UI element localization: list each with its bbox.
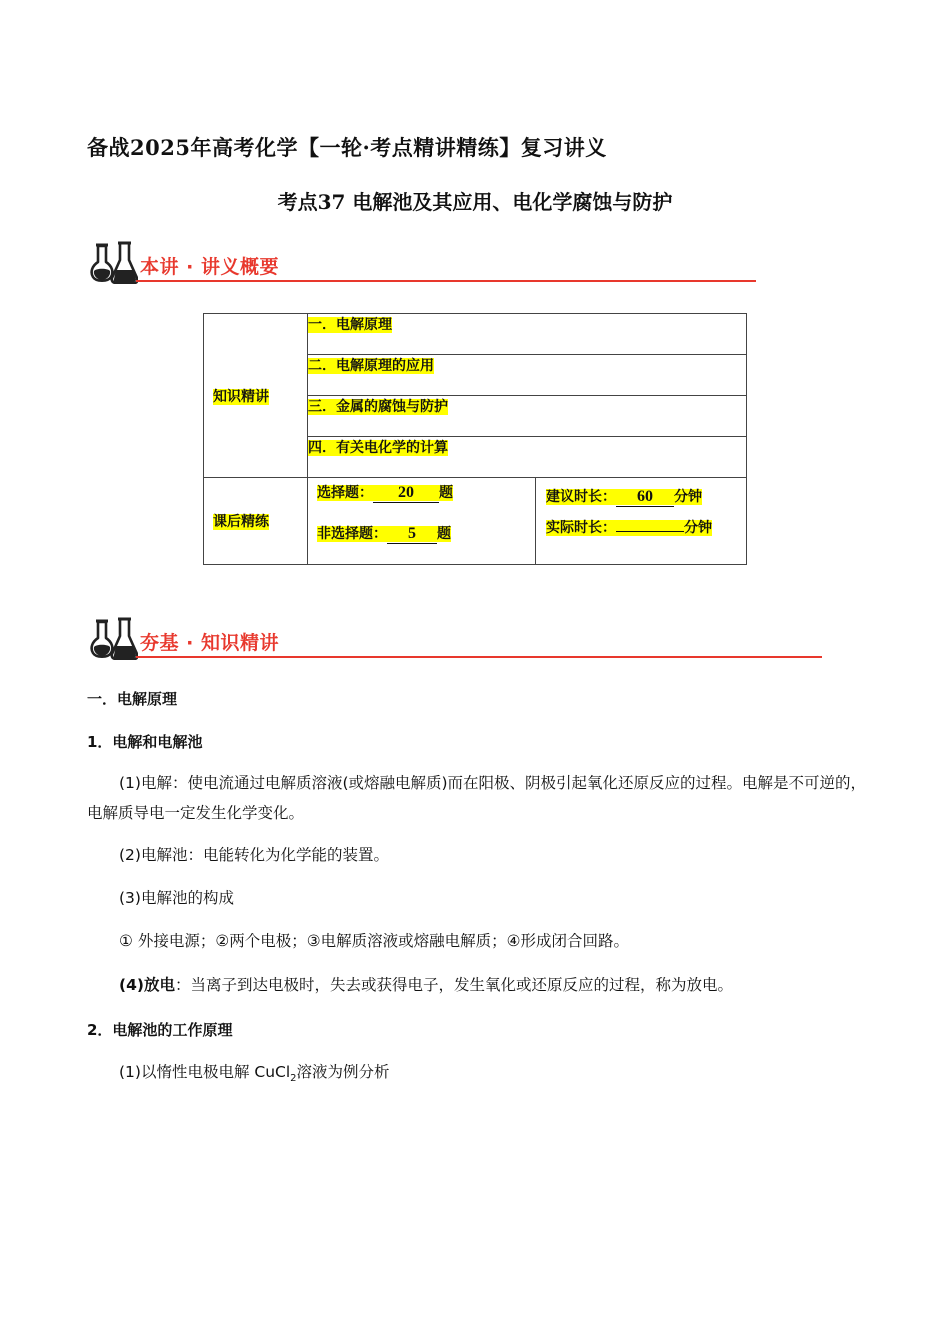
- practice-label: 课后精练: [213, 514, 269, 530]
- heading-electrolysis-cell: 1．电解和电解池: [87, 733, 203, 751]
- nonchoice-prefix: 非选择题：: [317, 526, 387, 542]
- section-header-overview: [88, 240, 756, 288]
- nonchoice-suffix: 题: [437, 526, 451, 542]
- nonchoice-count: 5: [387, 525, 437, 544]
- paragraph: ① 外接电源；②两个电极；③电解质溶液或熔融电解质；④形成闭合回路。: [119, 932, 630, 950]
- knowledge-label-cell: [204, 314, 308, 478]
- document-subtitle: 考点37 电解池及其应用、电化学腐蚀与防护: [277, 190, 673, 214]
- section-rule: [136, 280, 756, 282]
- duration-cell: [536, 478, 747, 565]
- question-count-cell: [308, 478, 536, 565]
- overview-table: [203, 313, 747, 565]
- actual-value: [616, 531, 684, 532]
- knowledge-label: 知识精讲: [213, 388, 269, 405]
- paragraph: (3)电解池的构成: [119, 889, 234, 907]
- paragraph: (1)电解：使电流通过电解质溶液(或熔融电解质)而在阳极、阴极引起氧化还原反应的过程。电解是不可逆的，电解质导电一定发生化学变化。: [87, 774, 867, 822]
- paragraph: [87, 970, 867, 1000]
- section-header-knowledge: [88, 616, 822, 664]
- paragraph: [87, 1057, 867, 1094]
- topic-item: 一．电解原理: [308, 317, 392, 333]
- topic-item: 二．电解原理的应用: [308, 358, 434, 374]
- heading-electrolysis-principle: 一．电解原理: [87, 690, 178, 708]
- chemistry-flask-icon: [88, 616, 138, 660]
- topic-item: 四．有关电化学的计算: [308, 440, 448, 456]
- section-label: 本讲 · 讲义概要: [140, 256, 279, 278]
- choice-prefix: 选择题：: [317, 485, 373, 501]
- actual-suffix: 分钟: [684, 520, 712, 536]
- topic-item: 三．金属的腐蚀与防护: [308, 399, 448, 415]
- section-label: 夯基 · 知识精讲: [140, 632, 279, 654]
- topic-cell: [308, 396, 747, 437]
- suggested-suffix: 分钟: [674, 489, 702, 505]
- suggested-duration-line: [546, 486, 738, 507]
- choice-count: 20: [373, 484, 439, 503]
- paragraph: (2)电解池：电能转化为化学能的装置。: [119, 846, 389, 864]
- subscript: 2: [290, 1073, 297, 1085]
- actual-prefix: 实际时长：: [546, 520, 616, 536]
- topic-cell: [308, 314, 747, 355]
- definition-text: ：当离子到达电极时，失去或获得电子，发生氧化或还原反应的过程，称为放电。: [174, 976, 733, 994]
- suggested-prefix: 建议时长：: [546, 489, 616, 505]
- actual-duration-line: [546, 517, 738, 537]
- suggested-value: 60: [616, 488, 674, 507]
- choice-count-line: [317, 482, 527, 503]
- chemistry-flask-icon: [88, 240, 138, 284]
- nonchoice-count-line: [317, 523, 527, 544]
- choice-suffix: 题: [439, 485, 453, 501]
- term-discharge: (4)放电: [119, 976, 175, 994]
- text: (1)以惰性电极电解 CuCl: [119, 1063, 291, 1081]
- practice-label-cell: [204, 478, 308, 565]
- text: 溶液为例分析: [296, 1063, 390, 1081]
- topic-cell: [308, 355, 747, 396]
- heading-working-principle: 2．电解池的工作原理: [87, 1021, 233, 1039]
- document-title: 备战2025年高考化学【一轮·考点精讲精练】复习讲义: [87, 135, 607, 160]
- section-rule: [136, 656, 822, 658]
- topic-cell: [308, 437, 747, 478]
